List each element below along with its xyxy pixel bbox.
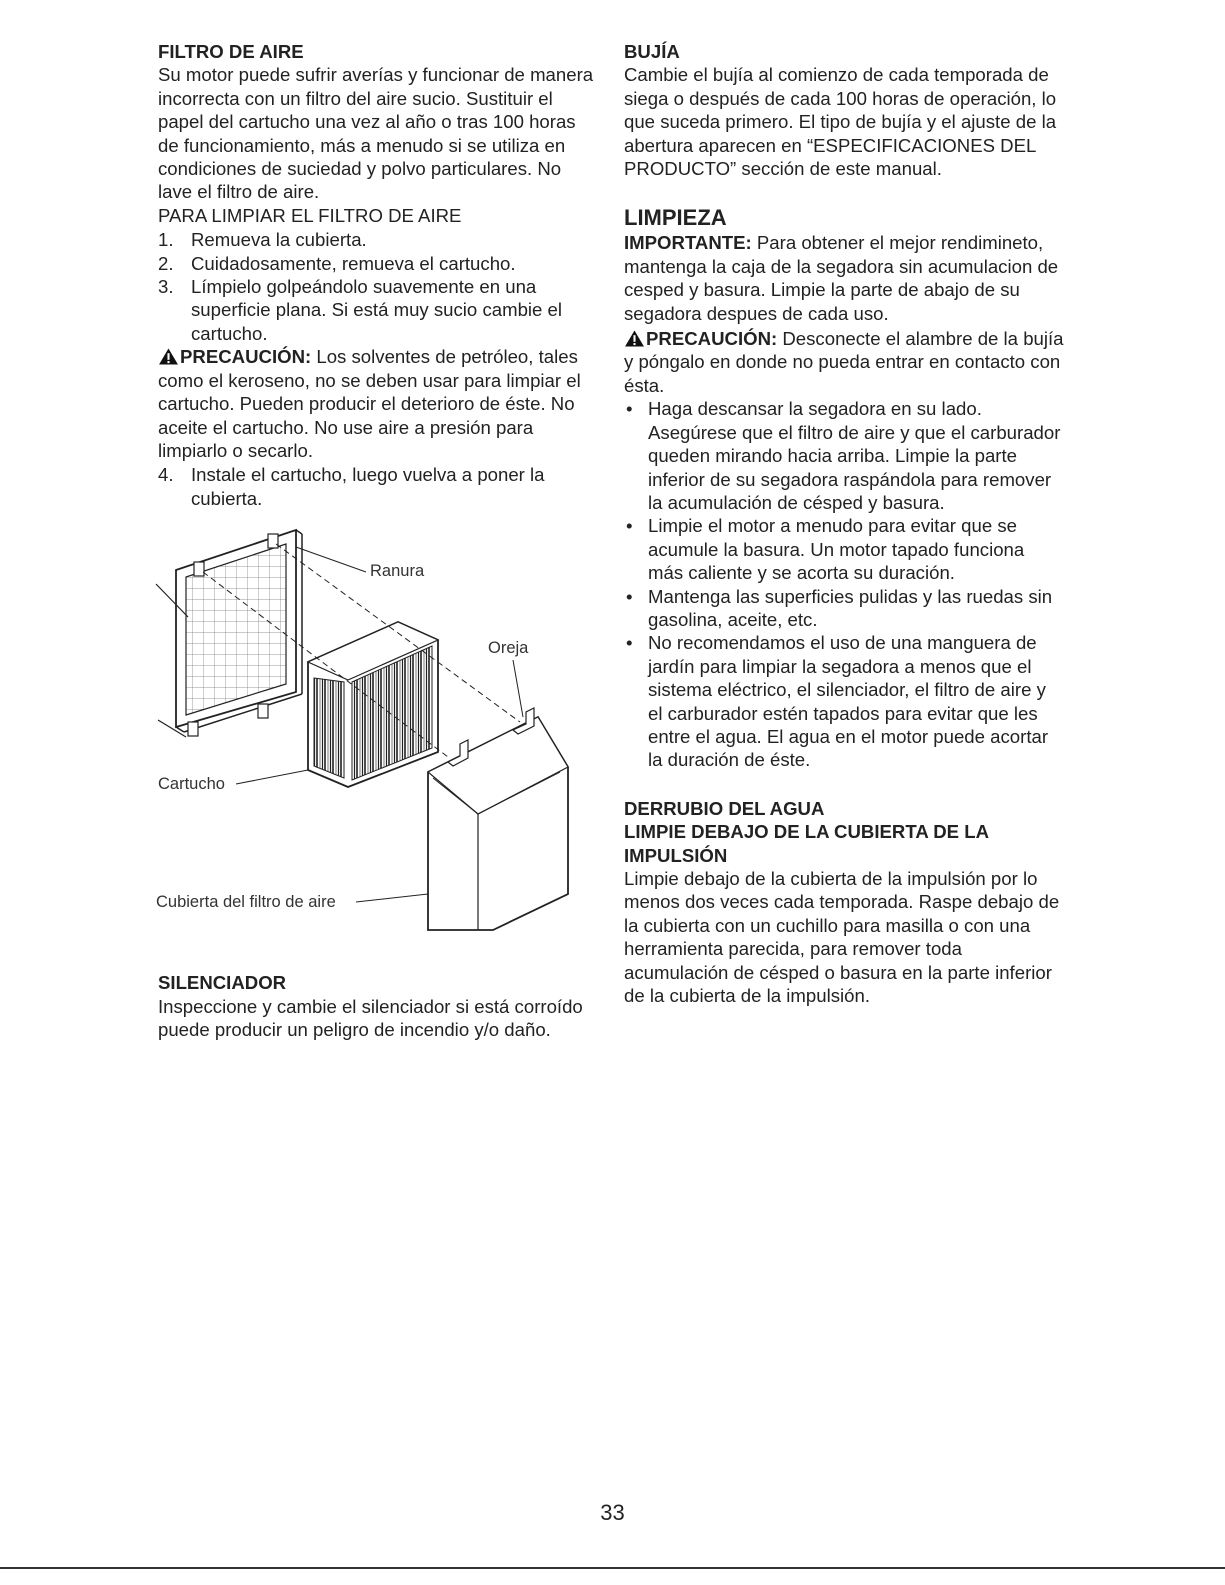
bottom-rule <box>0 1567 1225 1569</box>
step-number: 3. <box>158 276 174 298</box>
list-item: • No recomendamos el uso de una manguera de jardín para limpiar la segadora a menos que el sistema eléctrico, el silenciador, el filtro de aire y el carburador estén tapados para evitar que les entre el agua. El agua en el motor puede acortar la duración de éste. <box>626 632 1049 771</box>
list-item <box>158 252 598 275</box>
bujia-body: Cambie el bujía al comienzo de cada temporada de siega o después de cada 100 horas de operación, lo que suceda primero. El tipo de bujía y el ajuste de la abertura aparecen en “ESPECIFICACIONES DEL PRODUCTO” sección de este manual. <box>624 64 1057 180</box>
warning-triangle-icon <box>158 348 179 365</box>
step-text: Instale el cartucho, luego vuelva a poner la cubierta. <box>191 464 545 509</box>
caution-text: Los solventes de petróleo, tales como el keroseno, no se deben usar para limpiar el cartucho. Pueden producir el deterioro de éste. No aceite el cartucho. No use aire a presión para limpiarlo o secarlo. <box>158 346 581 461</box>
bullet-text: No recomendamos el uso de una manguera de jardín para limpiar la segadora a menos que el sistema eléctrico, el silenciador, el filtro de aire y el carburador estén tapados para evitar que les entre el agua. El agua en el motor puede acortar la duración de éste. <box>648 632 1049 771</box>
derrubio-heading: DERRUBIO DEL AGUA <box>624 797 825 819</box>
step-number: 4. <box>158 464 174 486</box>
air-filter-cover <box>428 708 568 930</box>
bullet-text: Haga descansar la segadora en su lado. Asegúrese que el filtro de aire y que el carburador queden mirando hacia arriba. Limpie la parte inferior de su segadora raspándola para remover la acumulación de césped y basura. <box>648 398 1061 513</box>
list-item: • Haga descansar la segadora en su lado. Asegúrese que el filtro de aire y que el carburador queden mirando hacia arriba. Limpie la parte inferior de su segadora raspándola para remover la acumulación de césped y basura. <box>626 398 1061 513</box>
label-oreja: Oreja <box>488 639 529 658</box>
derrubio-body: Limpie debajo de la cubierta de la impulsión por lo menos dos veces cada temporada. Raspe debajo de la cubierta con un cuchillo para masilla o con una herramienta parecida, para remover toda acumulación de césped o basura en la parte inferior de la cubierta de la impulsión. <box>624 868 1060 1007</box>
caution-text: Desconecte el alambre de la bujía y póngalo en donde no pueda entrar en contacto con ésta. <box>624 328 1064 396</box>
step-text: Cuidadosamente, remueva el cartucho. <box>191 252 516 274</box>
limpieza-heading: LIMPIEZA <box>624 205 727 231</box>
filtro-subheading: PARA LIMPIAR EL FILTRO DE AIRE <box>158 204 462 226</box>
list-item: • Limpie el motor a menudo para evitar que se acumule la basura. Un motor tapado funciona más caliente y se acorta su duración. <box>626 515 1025 584</box>
warning-triangle-icon <box>624 330 645 347</box>
silenciador-section <box>158 971 598 1041</box>
step-text: Límpielo golpeándolo suavemente en una superficie plana. Si está muy sucio cambie el cartucho. <box>191 276 563 344</box>
list-item: • Mantenga las superficies pulidas y las ruedas sin gasolina, aceite, etc. <box>626 585 1053 630</box>
step-number: 1. <box>158 229 174 251</box>
air-filter-base <box>156 530 302 737</box>
left-column <box>158 40 598 1041</box>
filtro-heading: FILTRO DE AIRE <box>158 41 304 62</box>
limpieza-caution <box>624 327 1064 397</box>
label-ranura: Ranura <box>370 562 425 581</box>
filtro-body: Su motor puede sufrir averías y funcionar de manera incorrecta con un filtro del aire sucio. Sustituir el papel del cartucho una vez al año o tras 100 horas de funcionamiento, más a menudo si se utiliza en condiciones de suciedad y polvo particulares. No lave el filtro de aire. <box>158 64 594 203</box>
filtro-caution <box>158 345 598 462</box>
caution-label: PRECAUCIÓN: <box>180 346 312 368</box>
caution-label: PRECAUCIÓN: <box>646 328 778 350</box>
bujia-heading: BUJÍA <box>624 41 680 62</box>
limpieza-bullets <box>624 397 1064 772</box>
step-text: Remueva la cubierta. <box>191 229 367 251</box>
important-label: IMPORTANTE: <box>624 232 752 254</box>
label-cubierta: Cubierta del filtro de aire <box>156 893 336 912</box>
page-number: 33 <box>600 1500 625 1525</box>
list-item <box>158 463 598 510</box>
right-column <box>624 40 1064 1007</box>
silenciador-heading: SILENCIADOR <box>158 972 287 994</box>
list-item <box>158 275 598 345</box>
bullet-text: Limpie el motor a menudo para evitar que se acumule la basura. Un motor tapado funciona más caliente y se acorta su duración. <box>648 515 1025 584</box>
important-text: Para obtener el mejor rendimineto, mantenga la caja de la segadora sin acumulacion de cesped y basura. Limpie la parte de abajo de su segadora despues de cada uso. <box>624 232 1059 324</box>
limpieza-important <box>624 231 1064 325</box>
step-number: 2. <box>158 252 174 274</box>
label-cartucho: Cartucho <box>158 775 225 794</box>
filtro-step-4 <box>158 463 598 510</box>
air-filter-cartridge <box>308 622 438 787</box>
filtro-steps <box>158 228 598 345</box>
air-filter-diagram <box>148 522 588 959</box>
list-item <box>158 228 598 251</box>
bullet-text: Mantenga las superficies pulidas y las ruedas sin gasolina, aceite, etc. <box>648 585 1053 630</box>
derrubio-subheading: LIMPIE DEBAJO DE LA CUBIERTA DE LA IMPULSIÓN <box>624 821 989 866</box>
silenciador-body: Inspeccione y cambie el silenciador si está corroído puede producir un peligro de incendio y/o daño. <box>158 995 583 1040</box>
